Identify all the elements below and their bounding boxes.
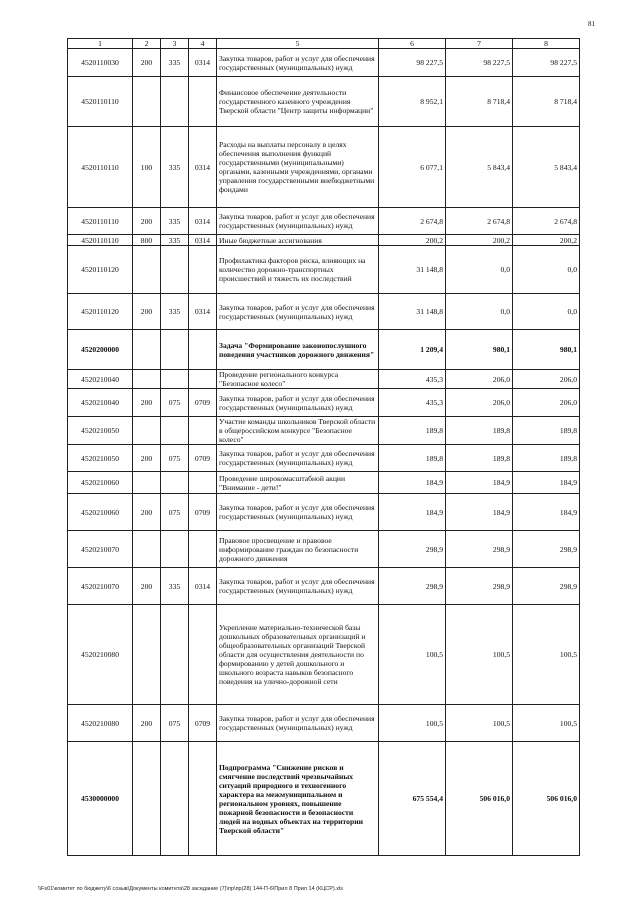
- cell-amount-1: 200,2: [379, 235, 446, 246]
- cell-amount-2: 298,9: [446, 568, 513, 605]
- cell-admin-code: 335: [161, 568, 189, 605]
- column-header: 7: [446, 39, 513, 49]
- cell-name: Закупка товаров, работ и услуг для обеспечения государственных (муниципальных) нужд: [217, 208, 379, 235]
- cell-amount-3: 100,5: [513, 705, 580, 742]
- table-row: [68, 742, 580, 856]
- cell-code: 4520210050: [68, 445, 133, 472]
- table-row: [68, 235, 580, 246]
- cell-code: 4520110030: [68, 49, 133, 77]
- cell-amount-3: 184,9: [513, 472, 580, 494]
- cell-code: 4520210080: [68, 705, 133, 742]
- cell-expense-type: 200: [133, 494, 161, 531]
- cell-amount-1: 298,9: [379, 531, 446, 568]
- cell-code: 4530000000: [68, 742, 133, 856]
- cell-amount-2: 100,5: [446, 605, 513, 705]
- cell-admin-code: 335: [161, 127, 189, 208]
- cell-name: Закупка товаров, работ и услуг для обеспечения государственных (муниципальных) нужд: [217, 49, 379, 77]
- cell-amount-3: 2 674,8: [513, 208, 580, 235]
- table-row: [68, 568, 580, 605]
- cell-amount-2: 0,0: [446, 294, 513, 330]
- cell-admin-code: [161, 330, 189, 370]
- table-row: [68, 330, 580, 370]
- cell-amount-1: 6 077,1: [379, 127, 446, 208]
- cell-section: 0709: [189, 445, 217, 472]
- column-header: 4: [189, 39, 217, 49]
- cell-expense-type: 200: [133, 705, 161, 742]
- cell-code: 4520110120: [68, 246, 133, 294]
- cell-expense-type: 200: [133, 445, 161, 472]
- cell-amount-1: 435,3: [379, 370, 446, 389]
- cell-expense-type: [133, 417, 161, 445]
- table-row: [68, 605, 580, 705]
- cell-section: 0709: [189, 389, 217, 417]
- cell-section: 0314: [189, 568, 217, 605]
- cell-amount-3: 0,0: [513, 294, 580, 330]
- cell-name: Иные бюджетные ассигнования: [217, 235, 379, 246]
- cell-name: Расходы на выплаты персоналу в целях обеспечения выполнения функций государственными (муниципальными) органами, казенными учреждениями, органами управления государственными внебюджетными фондами: [217, 127, 379, 208]
- cell-name: Укрепление материально-технической базы дошкольных образовательных организаций и общеобразовательных организаций Тверской области для осуществления деятельности по формированию у детей дошкольного и школьного возраста навыков безопасного поведения на улично-дорожной сети: [217, 605, 379, 705]
- cell-code: 4520210070: [68, 531, 133, 568]
- cell-name: Закупка товаров, работ и услуг для обеспечения государственных (муниципальных) нужд: [217, 705, 379, 742]
- cell-name: Задача "Формирование законопослушного поведения участников дорожного движения": [217, 330, 379, 370]
- cell-admin-code: 075: [161, 705, 189, 742]
- cell-admin-code: [161, 246, 189, 294]
- cell-amount-1: 1 209,4: [379, 330, 446, 370]
- cell-name: Проведение широкомасштабной акции "Внимание - дети!": [217, 472, 379, 494]
- cell-amount-2: 8 718,4: [446, 77, 513, 127]
- cell-amount-1: 189,8: [379, 417, 446, 445]
- cell-amount-3: 100,5: [513, 605, 580, 705]
- cell-amount-2: 98 227,5: [446, 49, 513, 77]
- cell-amount-1: 100,5: [379, 705, 446, 742]
- cell-admin-code: 075: [161, 389, 189, 417]
- cell-amount-1: 100,5: [379, 605, 446, 705]
- footer-file-path: \\Fs01\комитет по бюджету\6 созыв\Документы комитета\28 заседание (7)\пр\пр(28) 144-П-6\Прил 8 Прил 14 (КЦСР).xls: [38, 886, 343, 892]
- cell-admin-code: 335: [161, 49, 189, 77]
- cell-name: Закупка товаров, работ и услуг для обеспечения государственных (муниципальных) нужд: [217, 494, 379, 531]
- cell-amount-2: 2 674,8: [446, 208, 513, 235]
- cell-name: Подпрограмма "Снижение рисков и смягчение последствий чрезвычайных ситуаций природного и техногенного характера на межмуниципальном и региональном уровнях, повышение пожарной безопасности и безопасности людей на водных объектах на территории Тверской области": [217, 742, 379, 856]
- cell-amount-1: 184,9: [379, 472, 446, 494]
- cell-section: 0314: [189, 235, 217, 246]
- cell-amount-2: 5 843,4: [446, 127, 513, 208]
- column-header: 1: [68, 39, 133, 49]
- cell-admin-code: [161, 605, 189, 705]
- cell-code: 4520210050: [68, 417, 133, 445]
- cell-amount-3: 189,8: [513, 445, 580, 472]
- cell-name: Правовое просвещение и правовое информирование граждан по безопасности дорожного движения: [217, 531, 379, 568]
- cell-amount-2: 506 016,0: [446, 742, 513, 856]
- cell-name: Финансовое обеспечение деятельности государственного казенного учреждения Тверской области "Центр защиты информации": [217, 77, 379, 127]
- column-header: 5: [217, 39, 379, 49]
- column-header: 3: [161, 39, 189, 49]
- cell-section: [189, 742, 217, 856]
- cell-expense-type: [133, 77, 161, 127]
- cell-amount-2: 100,5: [446, 705, 513, 742]
- cell-expense-type: 200: [133, 389, 161, 417]
- cell-expense-type: 200: [133, 208, 161, 235]
- cell-expense-type: 100: [133, 127, 161, 208]
- cell-amount-1: 98 227,5: [379, 49, 446, 77]
- column-header: 6: [379, 39, 446, 49]
- page-number: 81: [588, 20, 595, 28]
- cell-amount-2: 206,0: [446, 370, 513, 389]
- cell-name: Закупка товаров, работ и услуг для обеспечения государственных (муниципальных) нужд: [217, 445, 379, 472]
- cell-amount-1: 8 952,1: [379, 77, 446, 127]
- cell-amount-2: 298,9: [446, 531, 513, 568]
- cell-admin-code: 335: [161, 294, 189, 330]
- table-row: [68, 445, 580, 472]
- cell-amount-3: 189,8: [513, 417, 580, 445]
- cell-expense-type: 200: [133, 568, 161, 605]
- cell-amount-2: 184,9: [446, 494, 513, 531]
- cell-expense-type: [133, 330, 161, 370]
- column-header: 2: [133, 39, 161, 49]
- cell-amount-3: 980,1: [513, 330, 580, 370]
- cell-code: 4520110110: [68, 235, 133, 246]
- budget-table: [67, 38, 580, 856]
- cell-amount-3: 0,0: [513, 246, 580, 294]
- cell-section: [189, 370, 217, 389]
- cell-amount-1: 31 148,8: [379, 246, 446, 294]
- table-row: [68, 494, 580, 531]
- cell-section: [189, 472, 217, 494]
- table-row: [68, 472, 580, 494]
- cell-code: 4520200000: [68, 330, 133, 370]
- cell-amount-3: 200,2: [513, 235, 580, 246]
- cell-amount-2: 189,8: [446, 445, 513, 472]
- cell-expense-type: [133, 246, 161, 294]
- cell-amount-1: 189,8: [379, 445, 446, 472]
- table-row: [68, 705, 580, 742]
- cell-expense-type: [133, 531, 161, 568]
- cell-code: 4520210060: [68, 494, 133, 531]
- cell-admin-code: [161, 742, 189, 856]
- cell-expense-type: [133, 472, 161, 494]
- cell-amount-3: 206,0: [513, 370, 580, 389]
- cell-code: 4520210080: [68, 605, 133, 705]
- cell-expense-type: [133, 370, 161, 389]
- table-row: [68, 294, 580, 330]
- cell-section: 0709: [189, 705, 217, 742]
- table-row: [68, 370, 580, 389]
- cell-expense-type: [133, 742, 161, 856]
- table-header-row: [68, 39, 580, 49]
- cell-section: [189, 417, 217, 445]
- cell-amount-2: 980,1: [446, 330, 513, 370]
- cell-code: 4520210040: [68, 389, 133, 417]
- cell-amount-2: 0,0: [446, 246, 513, 294]
- table-row: [68, 127, 580, 208]
- cell-amount-3: 5 843,4: [513, 127, 580, 208]
- cell-section: [189, 605, 217, 705]
- cell-name: Закупка товаров, работ и услуг для обеспечения государственных (муниципальных) нужд: [217, 294, 379, 330]
- cell-admin-code: [161, 77, 189, 127]
- cell-amount-3: 206,0: [513, 389, 580, 417]
- cell-expense-type: 200: [133, 49, 161, 77]
- cell-code: 4520210070: [68, 568, 133, 605]
- cell-admin-code: [161, 531, 189, 568]
- cell-section: [189, 531, 217, 568]
- table-row: [68, 417, 580, 445]
- cell-code: 4520110120: [68, 294, 133, 330]
- cell-name: Закупка товаров, работ и услуг для обеспечения государственных (муниципальных) нужд: [217, 389, 379, 417]
- cell-code: 4520110110: [68, 127, 133, 208]
- table-row: [68, 208, 580, 235]
- cell-name: Проведение регионального конкурса "Безопасное колесо": [217, 370, 379, 389]
- cell-section: [189, 246, 217, 294]
- cell-amount-2: 200,2: [446, 235, 513, 246]
- table-row: [68, 531, 580, 568]
- cell-expense-type: [133, 605, 161, 705]
- cell-section: 0314: [189, 294, 217, 330]
- cell-amount-1: 31 148,8: [379, 294, 446, 330]
- cell-code: 4520210060: [68, 472, 133, 494]
- cell-code: 4520110110: [68, 208, 133, 235]
- cell-expense-type: 200: [133, 294, 161, 330]
- cell-amount-1: 184,9: [379, 494, 446, 531]
- cell-amount-1: 2 674,8: [379, 208, 446, 235]
- cell-section: [189, 330, 217, 370]
- cell-section: 0314: [189, 208, 217, 235]
- cell-amount-1: 298,9: [379, 568, 446, 605]
- cell-amount-2: 206,0: [446, 389, 513, 417]
- cell-section: 0314: [189, 127, 217, 208]
- cell-admin-code: 075: [161, 494, 189, 531]
- cell-name: Участие команды школьников Тверской области в общероссийском конкурсе "Безопасное колесо": [217, 417, 379, 445]
- cell-amount-3: 184,9: [513, 494, 580, 531]
- cell-amount-2: 184,9: [446, 472, 513, 494]
- cell-amount-3: 98 227,5: [513, 49, 580, 77]
- cell-section: 0709: [189, 494, 217, 531]
- table-row: [68, 389, 580, 417]
- cell-section: 0314: [189, 49, 217, 77]
- cell-name: Профилактика факторов риска, влияющих на количество дорожно-транспортных происшествий и тяжесть их последствий: [217, 246, 379, 294]
- cell-amount-3: 298,9: [513, 531, 580, 568]
- cell-amount-1: 675 554,4: [379, 742, 446, 856]
- cell-name: Закупка товаров, работ и услуг для обеспечения государственных (муниципальных) нужд: [217, 568, 379, 605]
- cell-amount-3: 8 718,4: [513, 77, 580, 127]
- cell-code: 4520210040: [68, 370, 133, 389]
- table-row: [68, 77, 580, 127]
- cell-admin-code: 335: [161, 235, 189, 246]
- cell-amount-2: 189,8: [446, 417, 513, 445]
- cell-code: 4520110110: [68, 77, 133, 127]
- cell-section: [189, 77, 217, 127]
- cell-amount-1: 435,3: [379, 389, 446, 417]
- cell-admin-code: 335: [161, 208, 189, 235]
- cell-admin-code: [161, 417, 189, 445]
- cell-amount-3: 298,9: [513, 568, 580, 605]
- table-row: [68, 246, 580, 294]
- cell-admin-code: [161, 472, 189, 494]
- cell-admin-code: [161, 370, 189, 389]
- cell-expense-type: 800: [133, 235, 161, 246]
- cell-amount-3: 506 016,0: [513, 742, 580, 856]
- cell-admin-code: 075: [161, 445, 189, 472]
- column-header: 8: [513, 39, 580, 49]
- table-row: [68, 49, 580, 77]
